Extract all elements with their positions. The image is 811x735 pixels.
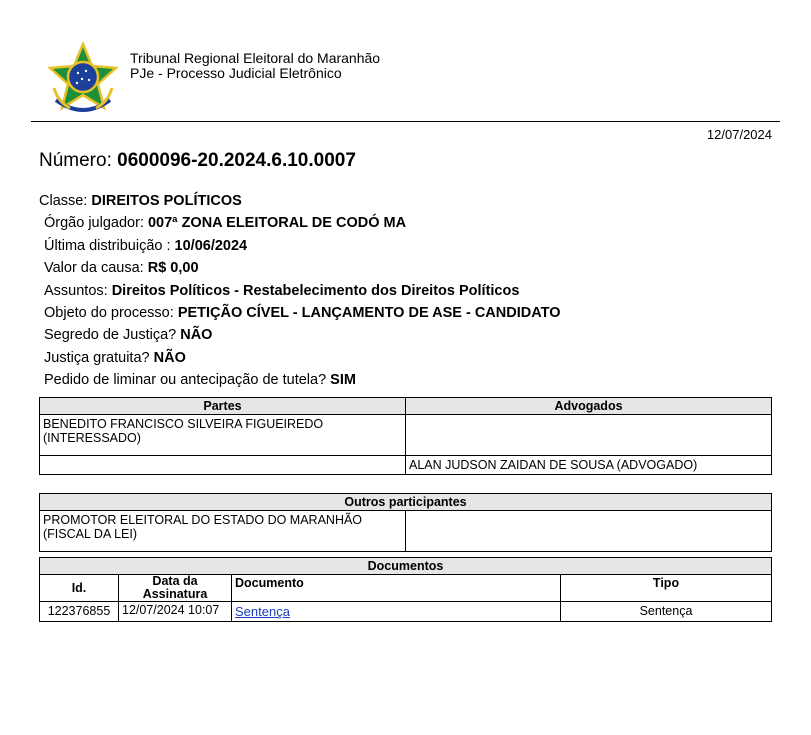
field-segredo-justica: Segredo de Justiça? NÃO — [44, 327, 213, 344]
doc-name-cell — [232, 602, 561, 622]
col-data-header: Data da Assinatura — [119, 575, 232, 602]
parte-cell: BENEDITO FRANCISCO SILVEIRA FIGUEIREDO (INTERESSADO) — [40, 415, 406, 456]
doc-type-cell: Sentença — [561, 602, 772, 622]
documentos-title: Documentos — [40, 558, 772, 575]
table-row — [40, 456, 772, 475]
field-assuntos: Assuntos: Direitos Políticos - Restabelecimento dos Direitos Políticos — [44, 282, 520, 299]
field-valor-causa: Valor da causa: R$ 0,00 — [44, 260, 199, 277]
field-objeto-processo: Objeto do processo: PETIÇÃO CÍVEL - LANÇAMENTO DE ASE - CANDIDATO — [44, 304, 561, 321]
doc-date-cell: 12/07/2024 10:07 — [119, 602, 232, 622]
parte-cell — [40, 456, 406, 475]
process-number — [39, 150, 356, 172]
documentos-table — [39, 557, 772, 622]
partes-table — [39, 397, 772, 475]
participante-extra-cell — [406, 511, 772, 552]
document-link[interactable]: Sentença — [235, 604, 290, 619]
participante-cell: PROMOTOR ELEITORAL DO ESTADO DO MARANHÃO (FISCAL DA LEI) — [40, 511, 406, 552]
outros-participantes-table — [39, 493, 772, 552]
advogados-header: Advogados — [406, 398, 772, 415]
brazil-coat-of-arms-icon — [48, 42, 118, 118]
advogado-cell: ALAN JUDSON ZAIDAN DE SOUSA (ADVOGADO) — [406, 456, 772, 475]
partes-header: Partes — [40, 398, 406, 415]
field-ultima-distribuicao: Última distribuição : 10/06/2024 — [44, 237, 248, 254]
table-row — [40, 602, 772, 622]
system-name: PJe - Processo Judicial Eletrônico — [130, 65, 342, 81]
document-date: 12/07/2024 — [706, 127, 772, 142]
field-classe: Classe: DIREITOS POLÍTICOS — [39, 193, 242, 209]
doc-id-cell: 122376855 — [40, 602, 119, 622]
process-details — [39, 190, 560, 392]
tribunal-name: Tribunal Regional Eleitoral do Maranhão — [130, 50, 381, 66]
process-number-value: 0600096-20.2024.6.10.0007 — [117, 150, 356, 171]
table-row — [40, 415, 772, 456]
field-orgao-julgador: Órgão julgador: 007ª ZONA ELEITORAL DE CODÓ MA — [44, 215, 407, 232]
header-divider — [31, 121, 780, 122]
col-documento-header: Documento — [232, 575, 561, 602]
col-id-header: Id. — [40, 575, 119, 602]
col-tipo-header: Tipo — [561, 575, 772, 602]
advogado-cell — [406, 415, 772, 456]
outros-participantes-header: Outros participantes — [40, 494, 772, 511]
process-number-label: Número: — [39, 150, 112, 171]
field-justica-gratuita: Justiça gratuita? NÃO — [44, 349, 186, 366]
table-row — [40, 511, 772, 552]
field-pedido-liminar: Pedido de liminar ou antecipação de tutela? SIM — [44, 372, 356, 389]
